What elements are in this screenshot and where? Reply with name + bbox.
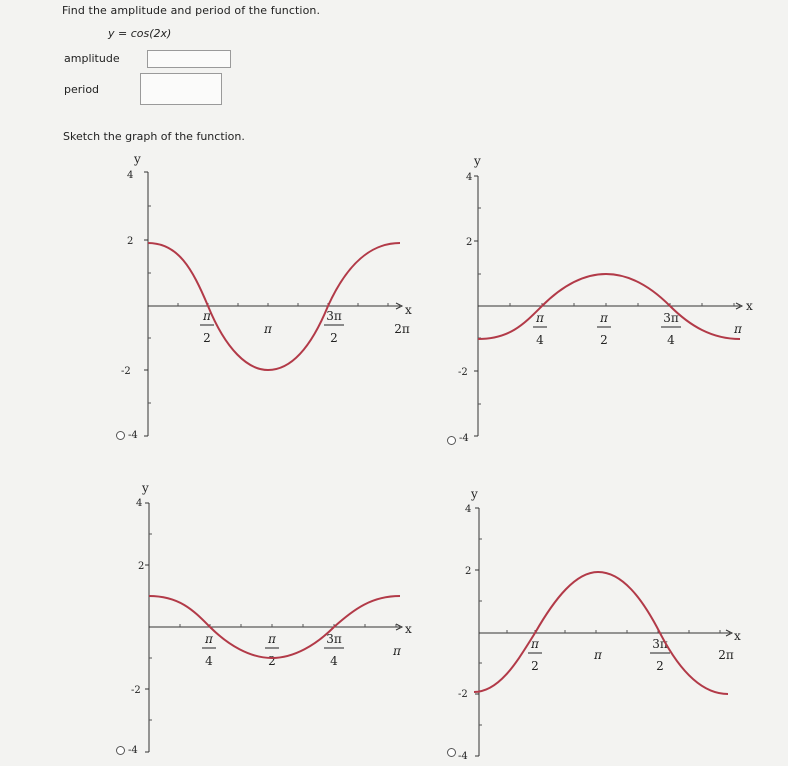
graph-4-y-label: y [471, 487, 478, 501]
sketch-prompt: Sketch the graph of the function. [63, 130, 245, 143]
graph-3-ytick-neg2: -2 [131, 685, 141, 696]
period-label: period [64, 83, 100, 96]
graph-1-xtick-2pi: 2π [394, 322, 410, 336]
question-text: Find the amplitude and period of the function. [62, 4, 321, 17]
graph-4-xtick-pi: π [594, 648, 602, 662]
svg-text:2: 2 [531, 659, 539, 673]
svg-text:π: π [531, 637, 539, 651]
svg-text:4: 4 [205, 654, 213, 668]
graph-4-ytick-neg2: -2 [458, 689, 468, 700]
svg-text:4: 4 [667, 333, 675, 347]
graph-1-ytick-neg4: -4 [128, 430, 138, 441]
svg-text:π: π [203, 309, 211, 323]
svg-text:π: π [205, 632, 213, 646]
svg-text:3π: 3π [663, 311, 679, 325]
graph-3-ytick-2: 2 [138, 561, 145, 572]
graph-2-ytick-neg2: -2 [458, 367, 468, 378]
equation-lhs: y [108, 27, 115, 40]
graph-3-x-label: x [405, 622, 412, 636]
svg-text:4: 4 [330, 654, 338, 668]
graph-2-y-label: y [474, 154, 481, 168]
graph-4-axes [475, 508, 732, 756]
graph-1-ytick-4: 4 [127, 170, 134, 181]
equation-equals: = [114, 27, 131, 40]
graph-3-ytick-4: 4 [136, 498, 143, 509]
svg-text:2: 2 [330, 331, 338, 345]
svg-text:3π: 3π [326, 309, 342, 323]
equation-rhs: cos(2x) [130, 27, 172, 40]
graph-2-ytick-neg4: -4 [459, 433, 469, 444]
graph-3-ytick-neg4: -4 [128, 745, 138, 756]
graph-3-y-label: y [142, 481, 149, 495]
graph-2-x-label: x [746, 299, 753, 313]
graph-1-ytick-2: 2 [127, 236, 134, 247]
svg-text:4: 4 [536, 333, 544, 347]
svg-text:π: π [600, 311, 608, 325]
graph-1-y-label: y [134, 152, 141, 166]
svg-text:π: π [268, 632, 276, 646]
graph-3-xtick-pi: π [393, 644, 401, 658]
graph-1-ytick-neg2: -2 [121, 366, 131, 377]
svg-text:π: π [536, 311, 544, 325]
svg-text:2: 2 [203, 331, 211, 345]
amplitude-label: amplitude [64, 52, 120, 65]
svg-text:2: 2 [656, 659, 664, 673]
svg-text:2: 2 [600, 333, 608, 347]
graph-2-ytick-4: 4 [466, 172, 473, 183]
svg-text:2: 2 [268, 654, 276, 668]
graph-1-x-label: x [405, 303, 412, 317]
graph-4-xtick-2pi: 2π [718, 648, 734, 662]
graph-2-xtick-pi: π [734, 322, 742, 336]
graph-4-tick-marks [479, 539, 720, 725]
graph-2-ytick-2: 2 [466, 237, 473, 248]
graph-4-x-label: x [734, 629, 741, 643]
graph-4-ytick-2: 2 [465, 566, 472, 577]
graph-1-xtick-pi: π [264, 322, 272, 336]
svg-text:3π: 3π [326, 632, 342, 646]
svg-text:3π: 3π [652, 637, 668, 651]
graph-4-ytick-neg4: -4 [458, 751, 468, 762]
graph-4-ytick-4: 4 [465, 504, 472, 515]
graph-4-xtick-3pi-over-2 [650, 637, 670, 673]
